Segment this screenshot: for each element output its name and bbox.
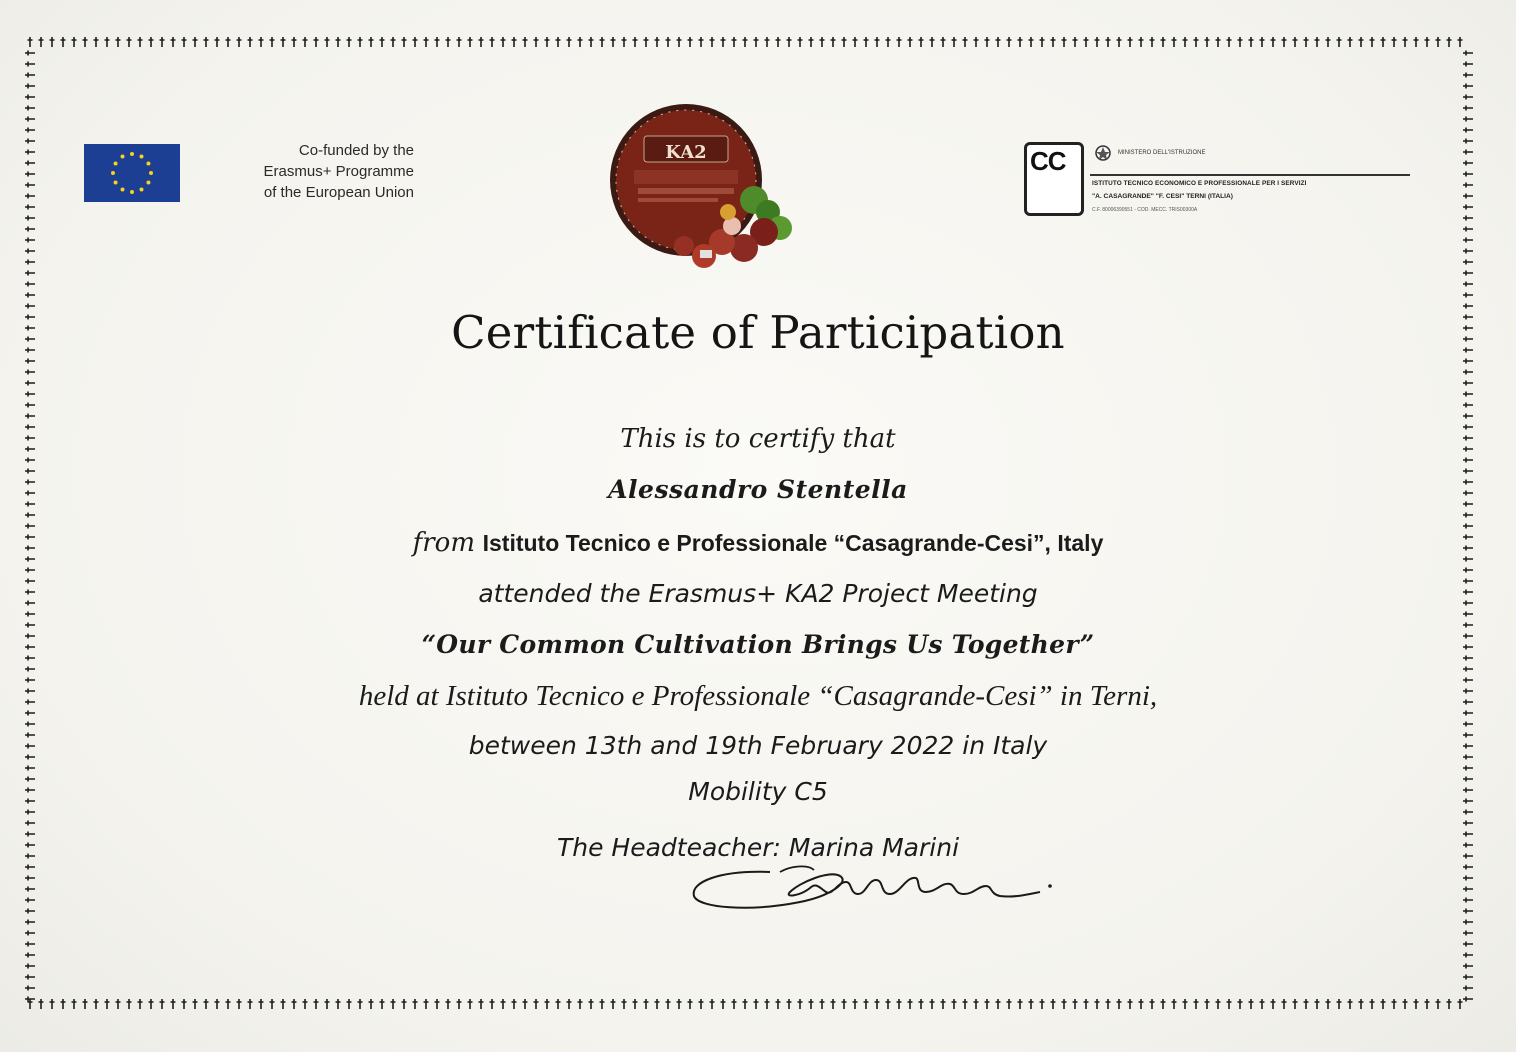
handwritten-signature [680, 852, 1080, 922]
school-logo [1022, 140, 1412, 220]
republic-emblem-icon [1094, 144, 1112, 164]
cc-logo-icon [1022, 140, 1086, 220]
eu-star-icon [130, 190, 134, 194]
dates-line: between 13th and 19th February 2022 in Italy [468, 731, 1048, 760]
eu-star-icon [146, 162, 150, 166]
institution-line [0, 528, 1516, 558]
certify-line: This is to certify that [620, 424, 896, 454]
eu-flag-icon [84, 144, 180, 202]
project-logo-label: KA2 [665, 142, 707, 163]
eu-star-icon [149, 171, 153, 175]
school-logo-rule [1090, 174, 1410, 176]
eu-star-icon [146, 181, 150, 185]
eu-funding-text: Co-funded by the Erasmus+ Programme of the European Union [263, 142, 414, 201]
institution-name: Istituto Tecnico e Professionale “Casagrande-Cesi”, Italy [482, 530, 1104, 556]
institute-text: ISTITUTO TECNICO ECONOMICO E PROFESSIONALE PER I SERVIZI [1092, 180, 1307, 187]
eu-star-icon [121, 187, 125, 191]
eu-funding-logo [84, 138, 414, 208]
from-word: from [412, 528, 475, 558]
participant-name: Alessandro Stentella [608, 475, 908, 504]
eu-star-icon [111, 171, 115, 175]
project-title: “Our Common Cultivation Brings Us Together” [421, 630, 1095, 659]
attended-line: attended the Erasmus+ KA2 Project Meeting [478, 579, 1038, 608]
held-line: held at Istituto Tecnico e Professionale “Casagrande-Cesi” in Terni, [358, 680, 1158, 712]
headteacher-line: The Headteacher: Marina Marini [556, 833, 960, 862]
eu-star-icon [140, 155, 144, 159]
eu-star-icon [114, 181, 118, 185]
ministry-text: MINISTERO DELL'ISTRUZIONE [1118, 150, 1206, 156]
school-name-text: "A. CASAGRANDE" "F. CESI" TERNI (ITALIA) [1092, 193, 1233, 200]
cc-mark: CC [1030, 146, 1066, 176]
eu-star-icon [114, 162, 118, 166]
eu-star-icon [140, 187, 144, 191]
certificate-title: Certificate of Participation [451, 306, 1065, 359]
project-logo [604, 100, 814, 280]
mobility-line: Mobility C5 [688, 777, 828, 806]
eu-star-icon [121, 155, 125, 159]
school-code-text: C.F. 80006390551 - COD. MECC. TRIS00300A [1092, 207, 1198, 213]
eu-star-icon [130, 152, 134, 156]
